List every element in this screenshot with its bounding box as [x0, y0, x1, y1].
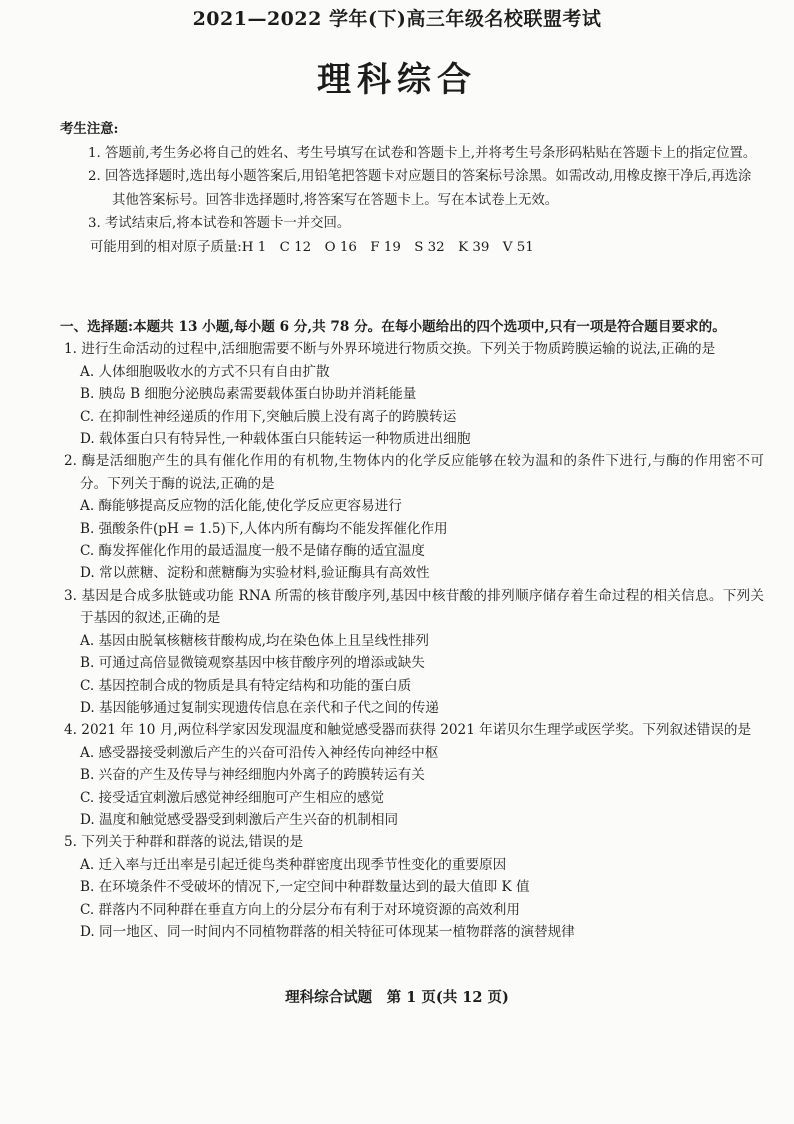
- option-c: C. 酶发挥催化作用的最适温度一般不是储存酶的适宜温度: [80, 543, 425, 560]
- notice-item: 2. 回答选择题时,选出每小题答案后,用铅笔把答题卡对应题目的答案标号涂黑。如需改动,用橡皮擦干净后,再选涂其他答案标号。回答非选择题时,将答案写在答题卡上。写在本试卷上无效。: [88, 169, 752, 208]
- subject-title: 理科综合: [317, 60, 477, 100]
- option-d: D. 基因能够通过复制实现遗传信息在亲代和子代之间的传递: [80, 699, 439, 716]
- option-a: A. 酶能够提高反应物的活化能,使化学反应更容易进行: [80, 498, 402, 515]
- exam-name: 2021—2022 学年(下)高三年级名校联盟考试: [192, 8, 602, 30]
- question-stem: 1. 进行生命活动的过程中,活细胞需要不断与外界环境进行物质交换。下列关于物质跨膜运输的说法,正确的是: [64, 341, 716, 358]
- option-a: A. 感受器接受刺激后产生的兴奋可沿传入神经传向神经中枢: [80, 744, 439, 761]
- multiple-choice-section: [60, 316, 764, 943]
- exam-notice: [60, 118, 760, 260]
- option-c: C. 基因控制合成的物质是具有特定结构和功能的蛋白质: [80, 677, 412, 694]
- notice-heading: 考生注意:: [60, 121, 119, 137]
- question-5: [64, 831, 764, 943]
- notice-item: 3. 考试结束后,将本试卷和答题卡一并交回。: [88, 216, 351, 232]
- option-d: D. 常以蔗糖、淀粉和蔗糖酶为实验材料,验证酶具有高效性: [80, 565, 430, 582]
- page-footer: 理科综合试题 第 1 页(共 12 页): [285, 989, 509, 1006]
- atomic-masses: 可能用到的相对原子质量:H 1 C 12 O 16 F 19 S 32 K 39 V 51: [90, 239, 534, 255]
- option-c: C. 在抑制性神经递质的作用下,突触后膜上没有离子的跨膜转运: [80, 408, 457, 425]
- question-1: [64, 338, 764, 450]
- question-3: [64, 585, 764, 719]
- option-d: D. 同一地区、同一时间内不同植物群落的相关特征可体现某一植物群落的演替规律: [80, 923, 575, 940]
- option-a: A. 迁入率与迁出率是引起迁徙鸟类种群密度出现季节性变化的重要原因: [80, 856, 507, 873]
- option-a: A. 人体细胞吸收水的方式不只有自由扩散: [80, 363, 330, 380]
- option-b: B. 兴奋的产生及传导与神经细胞内外离子的跨膜转运有关: [80, 767, 425, 784]
- option-c: C. 群落内不同种群在垂直方向上的分层分布有利于对环境资源的高效利用: [80, 901, 520, 918]
- section-heading: 一、选择题:本题共 13 小题,每小题 6 分,共 78 分。在每小题给出的四个选项中,只有一项是符合题目要求的。: [60, 319, 726, 335]
- option-b: B. 胰岛 B 细胞分泌胰岛素需要载体蛋白协助并消耗能量: [80, 386, 417, 403]
- option-b: B. 可通过高倍显微镜观察基因中核苷酸序列的增添或缺失: [80, 655, 425, 672]
- question-stem: 5. 下列关于种群和群落的说法,错误的是: [64, 834, 304, 851]
- option-d: D. 载体蛋白只有特异性,一种载体蛋白只能转运一种物质进出细胞: [80, 431, 471, 448]
- question-stem: 4. 2021 年 10 月,两位科学家因发现温度和触觉感受器而获得 2021 年诺贝尔生理学或医学奖。下列叙述错误的是: [64, 722, 752, 739]
- option-b: B. 强酸条件(pH = 1.5)下,人体内所有酶均不能发挥催化作用: [80, 520, 448, 537]
- question-4: [64, 719, 764, 831]
- question-stem: 3. 基因是合成多肽链或功能 RNA 所需的核苷酸序列,基因中核苷酸的排列顺序储存着生命过程的相关信息。下列关于基因的叙述,正确的是: [64, 587, 764, 627]
- option-d: D. 温度和触觉感受器受到刺激后产生兴奋的机制相同: [80, 811, 399, 828]
- question-2: [64, 450, 764, 584]
- notice-item: 1. 答题前,考生务必将自己的姓名、考生号填写在试卷和答题卡上,并将考生号条形码粘贴在答题卡上的指定位置。: [88, 145, 757, 161]
- question-stem: 2. 酶是活细胞产生的具有催化作用的有机物,生物体内的化学反应能够在较为温和的条件下进行,与酶的作用密不可分。下列关于酶的说法,正确的是: [64, 453, 764, 492]
- option-b: B. 在环境条件不受破坏的情况下,一定空间中种群数量达到的最大值即 K 值: [80, 879, 530, 896]
- option-a: A. 基因由脱氧核糖核苷酸构成,均在染色体上且呈线性排列: [80, 632, 430, 649]
- option-c: C. 接受适宜刺激后感觉神经细胞可产生相应的感觉: [80, 789, 385, 806]
